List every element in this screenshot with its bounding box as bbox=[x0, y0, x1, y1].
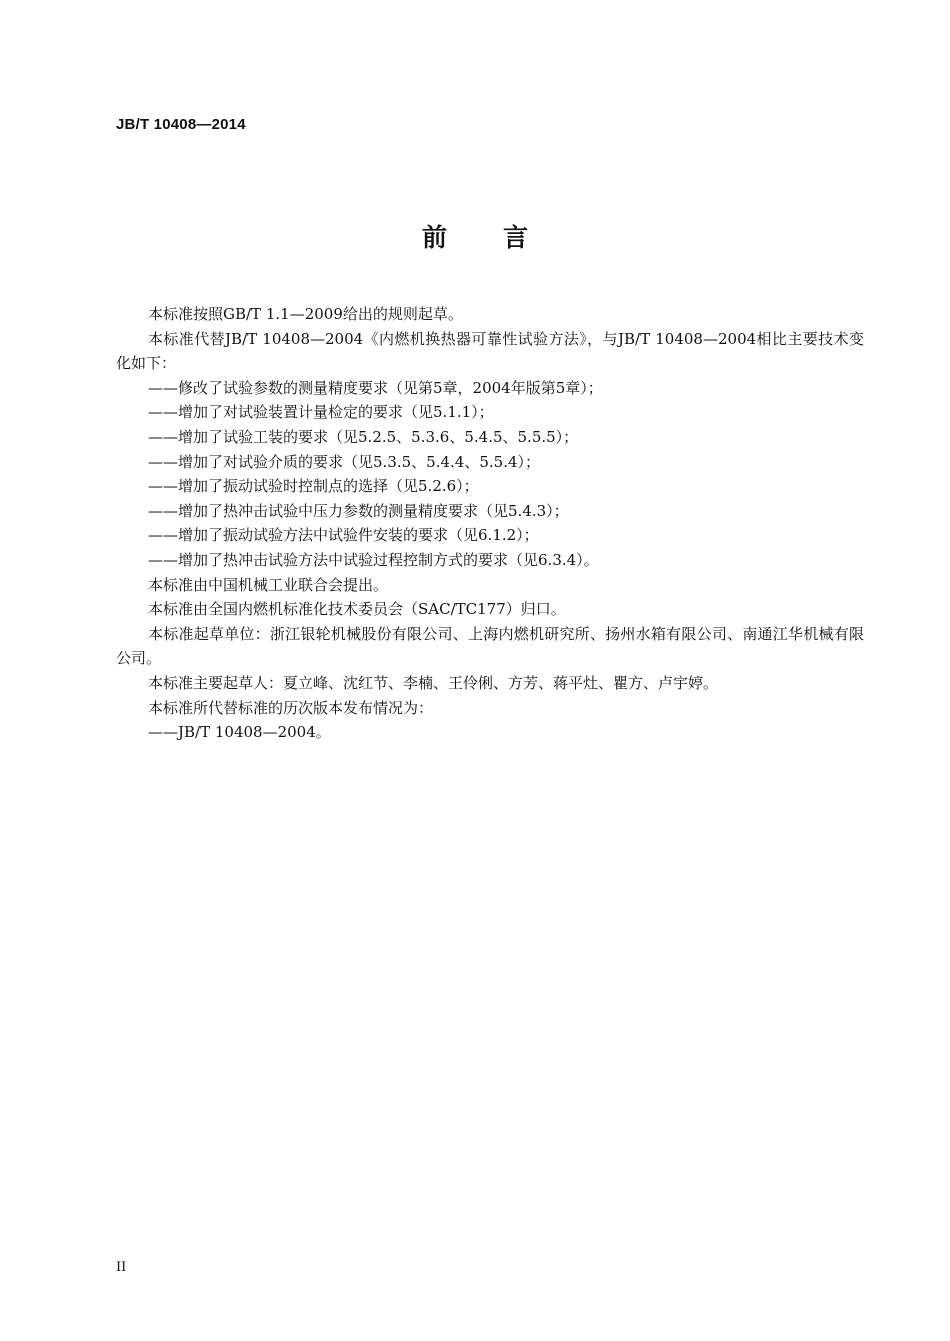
paragraph-committee: 本标准由全国内燃机标准化技术委员会（SAC/TC177）归口。 bbox=[148, 600, 566, 619]
paragraph-drafting-units: 本标准起草单位：浙江银轮机械股份有限公司、上海内燃机研究所、扬州水箱有限公司、南通江华机械有限公司。 bbox=[116, 624, 864, 668]
foreword-body bbox=[116, 302, 864, 745]
paragraph-edition-history: 本标准所代替标准的历次版本发布情况为： bbox=[148, 698, 434, 717]
list-item: ——增加了振动试验时控制点的选择（见5.2.6）； bbox=[148, 477, 479, 496]
list-item: ——增加了热冲击试验方法中试验过程控制方式的要求（见6.3.4）。 bbox=[148, 550, 599, 569]
list-item: ——JB/T 10408—2004。 bbox=[148, 723, 331, 742]
paragraph-proposer: 本标准由中国机械工业联合会提出。 bbox=[148, 575, 389, 594]
page-number: II bbox=[116, 1260, 127, 1275]
list-item: ——增加了振动试验方法中试验件安装的要求（见6.1.2）； bbox=[148, 526, 539, 545]
paragraph-replacement: 本标准代替JB/T 10408—2004《内燃机换热器可靠性试验方法》，与JB/T 10408—2004相比主要技术变化如下： bbox=[116, 329, 864, 373]
list-item: ——增加了对试验装置计量检定的要求（见5.1.1）； bbox=[148, 403, 494, 422]
edition-list bbox=[116, 720, 864, 745]
list-item: ——增加了热冲击试验中压力参数的测量精度要求（见5.4.3）； bbox=[148, 501, 569, 520]
list-item: ——增加了对试验介质的要求（见5.3.5、5.4.4、5.5.4）； bbox=[148, 452, 541, 471]
page-title: 前言 bbox=[421, 223, 584, 252]
list-item: ——增加了试验工装的要求（见5.2.5、5.3.6、5.4.5、5.5.5）； bbox=[148, 427, 579, 446]
paragraph-drafters: 本标准主要起草人：夏立峰、沈红节、李楠、王伶俐、方芳、蒋平灶、瞿方、卢宇婷。 bbox=[148, 673, 719, 692]
paragraph-drafting-rules: 本标准按照GB/T 1.1—2009给出的规则起草。 bbox=[148, 305, 463, 323]
change-list bbox=[116, 376, 864, 573]
list-item: ——修改了试验参数的测量精度要求（见第5章，2004年版第5章）； bbox=[148, 378, 603, 397]
document-code: JB/T 10408—2014 bbox=[116, 116, 246, 133]
